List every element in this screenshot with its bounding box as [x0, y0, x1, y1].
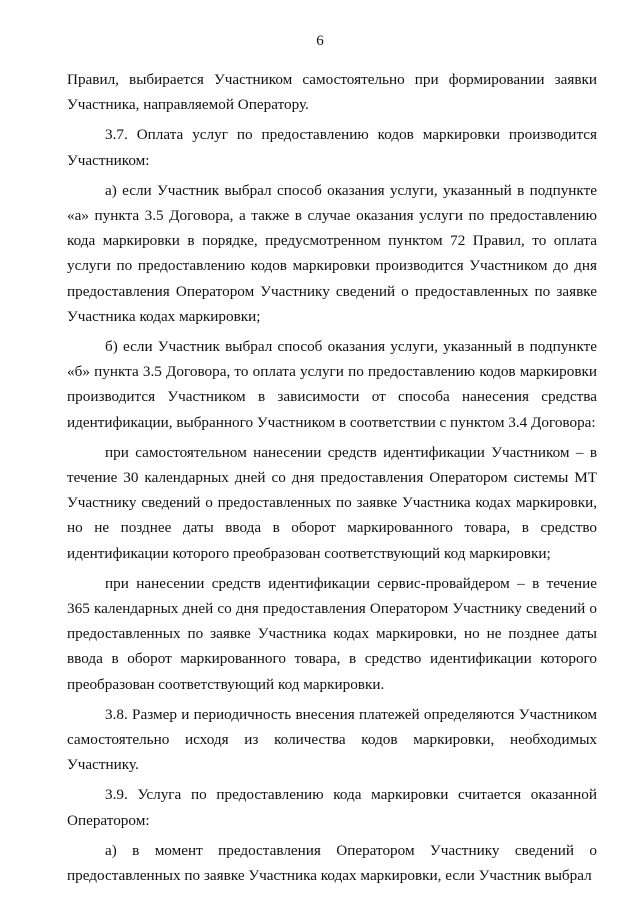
paragraph-3-9: 3.9. Услуга по предоставлению кода маркировки считается оказанной Оператором:	[67, 786, 597, 829]
paragraph-3-9-a: а) в момент предоставления Оператором Участнику сведений о предоставленных по заявке Участника кодах маркировки, если Участник выбрал	[67, 841, 597, 885]
paragraph-3-8: 3.8. Размер и периодичность внесения платежей определяются Участником самостоятельно исходя из количества кодов маркировки, необходимых Участнику.	[67, 705, 597, 774]
paragraph-3-7-b: б) если Участник выбрал способ оказания услуги, указанный в подпункте «б» пункта 3.5 Договора, то оплата услуги по предоставлению кодов маркировки производится Участником в зависимости от способа нанесения средства идентификации, выбранного Участником в соответствии с пунктом 3.4 Договора:	[67, 338, 597, 431]
paragraph-3-7: 3.7. Оплата услуг по предоставлению кодов маркировки производится Участником:	[67, 126, 597, 169]
paragraph-3-7-a: а) если Участник выбрал способ оказания услуги, указанный в подпункте «а» пункта 3.5 Договора, а также в случае оказания услуги по предоставлению кода маркировки в порядке, предусмотренном пунктом 72 Правил, то оплата услуги по предоставлению кодов маркировки производится Участником до дня предоставления Оператором Участнику сведений о предоставленных по заявке Участника кодах маркировки;	[67, 181, 597, 325]
paragraph-service-provider: при нанесении средств идентификации сервис-провайдером – в течение 365 календарных дней со дня предоставления Оператором Участнику сведений о предоставленных по заявке Участника кодах маркировки, но не позднее даты ввода в оборот маркированного товара, в средство идентификации которого преобразован соответствующий код маркировки.	[67, 574, 597, 693]
paragraph-self-application: при самостоятельном нанесении средств идентификации Участником – в течение 30 календарных дней со дня предоставления Оператором системы МТ Участнику сведений о предоставленных по заявке Участника кодах маркировки, но не позднее даты ввода в оборот маркированного товара, в средство идентификации которого преобразован соответствующий код маркировки;	[67, 443, 597, 562]
document-body	[67, 67, 597, 888]
paragraph-continuation: Правил, выбирается Участником самостоятельно при формировании заявки Участника, направляемой Оператору.	[67, 71, 597, 114]
page-number: 6	[316, 33, 324, 49]
